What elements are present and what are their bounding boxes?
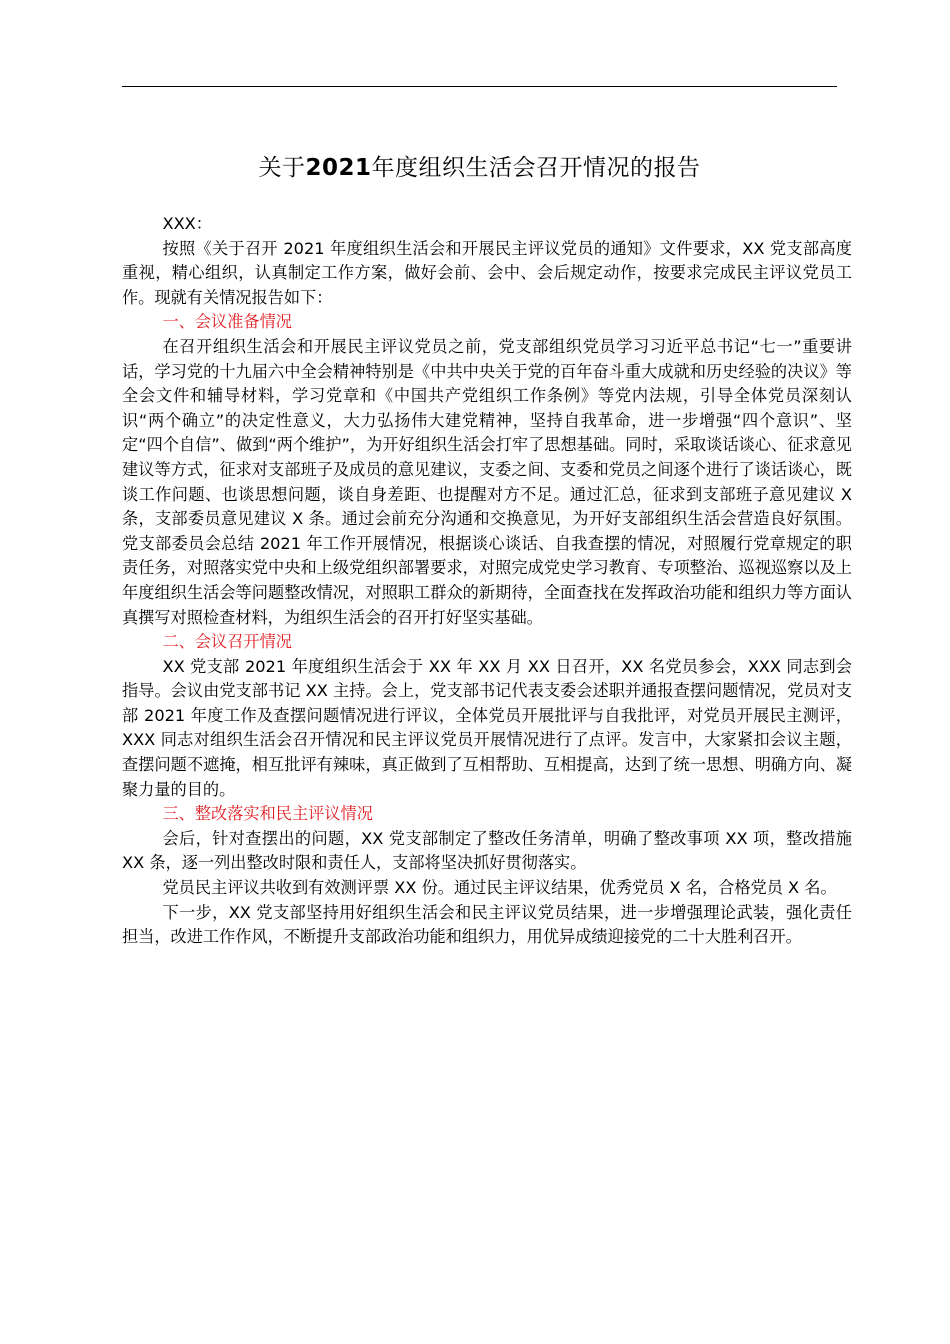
section-heading-preparation: 一、会议准备情况 — [162, 312, 292, 332]
next-step-paragraph: 下一步，XX 党支部坚持用好组织生活会和民主评议党员结果，进一步增强理论武装，强化责任担当，改进工作作风，不断提升支部政治功能和组织力，用优异成绩迎接党的二十大胜利召开。 — [122, 902, 852, 947]
rectification-paragraph: 会后，针对查摆出的问题，XX 党支部制定了整改任务清单，明确了整改事项 XX 项，整改措施 XX 条，逐一列出整改时限和责任人，支部将坚决抓好贯彻落实。 — [122, 828, 852, 873]
header-rule — [122, 86, 837, 87]
title-prefix: 关于 — [258, 155, 306, 181]
section-heading-rectification: 三、整改落实和民主评议情况 — [162, 804, 373, 824]
title-year: 2021 — [305, 155, 372, 181]
title-suffix: 年度组织生活会召开情况的报告 — [371, 155, 701, 181]
salutation: XXX： — [162, 214, 212, 233]
preparation-paragraph: 在召开组织生活会和开展民主评议党员之前，党支部组织党员学习习近平总书记“七一”重要讲话，学习党的十九届六中全会精神特别是《中共中央关于党的百年奋斗重大成就和历史经验的决议》等全会文件和辅导材料，学习党章和《中国共产党组织工作条例》等党内法规，引导全体党员深刻认识“两个确立”的决定性意义，大力弘扬伟大建党精神，坚持自我革命，进一步增强“四个意识”、坚定“四个自信”、做到“两个维护”，为开好组织生活会打牢了思想基础。同时，采取谈话谈心、征求意见建议等方式，征求对支部班子及成员的意见建议，支委之间、支委和党员之间逐个进行了谈话谈心，既谈工作问题、也谈思想问题，谈自身差距、也提醒对方不足。通过汇总，征求到支部班子意见建议 X 条，支部委员意见建议 X 条。通过会前充分沟通和交换意见，为开好支部组织生活会营造良好氛围。党支部委员会总结 2021 年工作开展情况，根据谈心谈话、自我查摆的情况，对照履行党章规定的职责任务，对照落实党中央和上级党组织部署要求，对照完成党史学习教育、专项整治、巡视巡察以及上年度组织生活会等问题整改情况，对照职工群众的新期待，全面查找在发挥政治功能和组织力等方面认真撰写对照检查材料，为组织生活会的召开打好坚实基础。 — [122, 336, 852, 627]
intro-paragraph: 按照《关于召开 2021 年度组织生活会和开展民主评议党员的通知》文件要求，XX 党支部高度重视，精心组织，认真制定工作方案，做好会前、会中、会后规定动作，按要求完成民主评议党员工作。现就有关情况报告如下： — [122, 238, 852, 307]
document-body — [122, 212, 852, 950]
evaluation-paragraph: 党员民主评议共收到有效测评票 XX 份。通过民主评议结果，优秀党员 X 名，合格党员 X 名。 — [162, 878, 837, 898]
meeting-paragraph: XX 党支部 2021 年度组织生活会于 XX 年 XX 月 XX 日召开，XX 名党员参会，XXX 同志到会指导。会议由党支部书记 XX 主持。会上，党支部书记代表支委会述职并通报查摆问题情况，党员对支部 2021 年度工作及查摆问题情况进行评议，全体党员开展批评与自我批评，对党员开展民主测评，XXX 同志对组织生活会召开情况和民主评议党员开展情况进行了点评。发言中，大家紧扣会议主题，查摆问题不遮掩，相互批评有辣味，真正做到了互相帮助、互相提高，达到了统一思想、明确方向、凝聚力量的目的。 — [122, 656, 852, 799]
section-heading-meeting: 二、会议召开情况 — [162, 632, 292, 652]
document-title — [122, 150, 837, 186]
